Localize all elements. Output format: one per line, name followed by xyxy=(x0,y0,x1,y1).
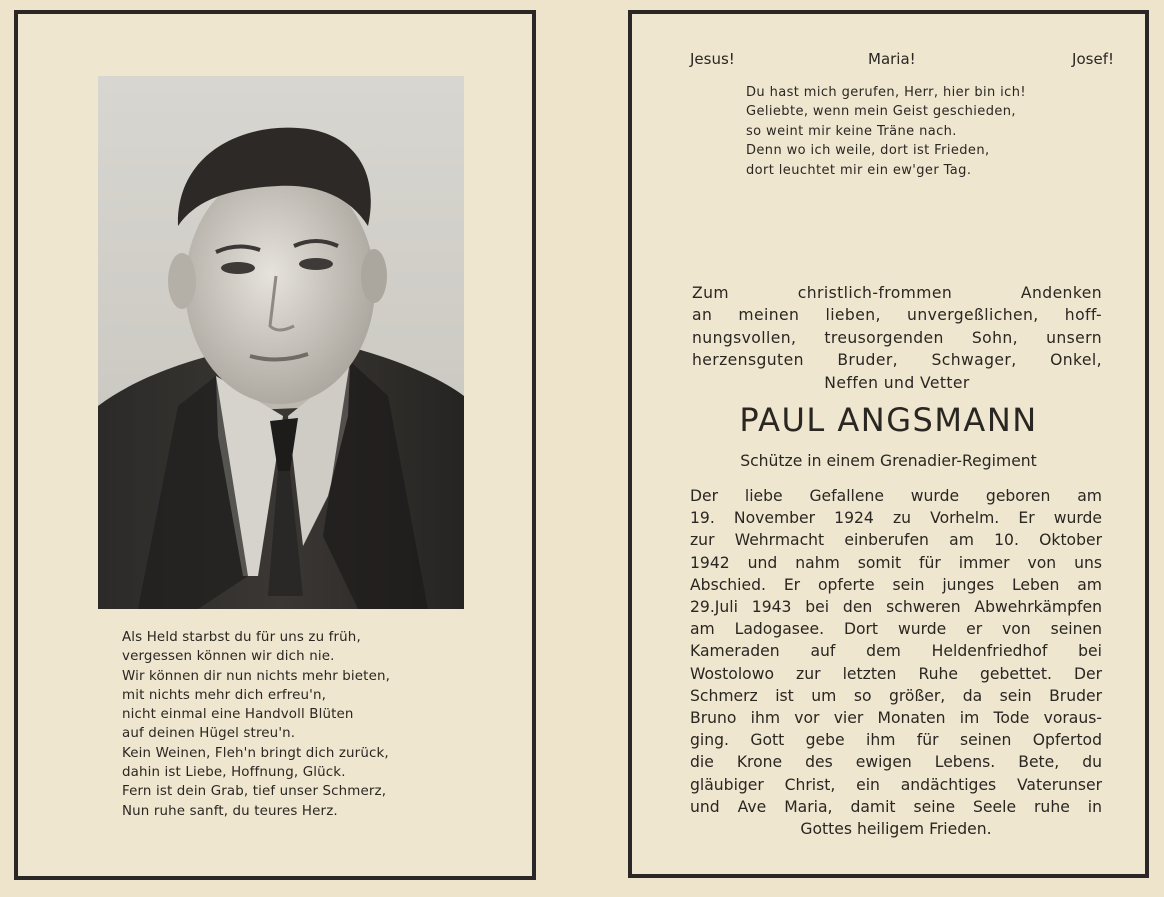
verse-line: dort leuchtet mir ein ew'ger Tag. xyxy=(746,162,972,178)
verse-line: Denn wo ich weile, dort ist Frieden, xyxy=(746,143,990,159)
dedication-line: Zum christlich-frommen Andenken xyxy=(692,284,1102,302)
poem-line: Fern ist dein Grab, tief unser Schmerz, xyxy=(122,784,387,800)
biography-line: Abschied. Er opferte sein junges Leben am xyxy=(690,575,1102,594)
verse-line: so weint mir keine Träne nach. xyxy=(746,123,957,139)
military-rank: Schütze in einem Grenadier-Regiment xyxy=(740,452,1037,470)
dedication xyxy=(692,282,1102,394)
poem-line: Als Held starbst du für uns zu früh, xyxy=(122,630,361,645)
poem-line: vergessen können wir dich nie. xyxy=(122,649,335,665)
poem-line: Wir können dir nun nichts mehr bieten, xyxy=(122,668,391,684)
name-maria: Maria! xyxy=(868,50,916,68)
biography-line: zur Wehrmacht einberufen am 10. Oktober xyxy=(690,531,1102,550)
biography-line: ging. Gott gebe ihm für seinen Opfertod xyxy=(690,731,1102,750)
biography-line: gläubiger Christ, ein andächtiges Vaterunser xyxy=(690,775,1102,794)
biography-line: Wostolowo zur letzten Ruhe gebettet. Der xyxy=(690,664,1102,683)
biography-line: Schmerz ist um so größer, da sein Bruder xyxy=(690,686,1102,705)
left-card xyxy=(14,10,536,880)
dedication-line: an meinen lieben, unvergeßlichen, hoff- xyxy=(692,306,1102,325)
portrait-photo xyxy=(98,76,464,609)
deceased-name: PAUL ANGSMANN xyxy=(739,401,1038,439)
biography xyxy=(690,485,1102,840)
biography-line: 29.Juli 1943 bei den schweren Abwehrkämpfen xyxy=(690,598,1102,617)
poem-line: dahin ist Liebe, Hoffnung, Glück. xyxy=(122,765,346,781)
holy-names xyxy=(690,50,1114,72)
biography-line: 19. November 1924 zu Vorhelm. Er wurde xyxy=(690,509,1102,528)
verse xyxy=(746,83,1106,180)
verse-line: Du hast mich gerufen, Herr, hier bin ich! xyxy=(746,85,1026,100)
biography-line: Kameraden auf dem Heldenfriedhof bei xyxy=(690,642,1102,661)
right-card xyxy=(628,10,1149,878)
memorial-poem xyxy=(122,628,452,821)
biography-line: am Ladogasee. Dort wurde er von seinen xyxy=(690,620,1102,639)
biography-line: Gottes heiligem Frieden. xyxy=(800,820,992,839)
biography-line: 1942 und nahm somit für immer von uns xyxy=(690,553,1102,572)
biography-line: Der liebe Gefallene wurde geboren am xyxy=(690,487,1102,505)
dedication-line: Neffen und Vetter xyxy=(824,373,970,392)
poem-line: auf deinen Hügel streu'n. xyxy=(122,726,296,742)
poem-line: nicht einmal eine Handvoll Blüten xyxy=(122,707,354,723)
poem-line: Nun ruhe sanft, du teures Herz. xyxy=(122,803,338,819)
poem-line: mit nichts mehr dich erfreu'n, xyxy=(122,687,326,703)
name-josef: Josef! xyxy=(1072,50,1114,68)
verse-line: Geliebte, wenn mein Geist geschieden, xyxy=(746,104,1016,120)
portrait-illustration xyxy=(98,76,464,609)
biography-line: die Krone des ewigen Lebens. Bete, du xyxy=(690,753,1102,772)
poem-line: Kein Weinen, Fleh'n bringt dich zurück, xyxy=(122,745,389,761)
biography-line: und Ave Maria, damit seine Seele ruhe in xyxy=(690,797,1102,816)
dedication-line: herzensguten Bruder, Schwager, Onkel, xyxy=(692,351,1102,370)
biography-line: Bruno ihm vor vier Monaten im Tode voraus- xyxy=(690,709,1102,728)
name-jesus: Jesus! xyxy=(690,50,735,68)
dedication-line: nungsvollen, treusorgenden Sohn, unsern xyxy=(692,328,1102,347)
